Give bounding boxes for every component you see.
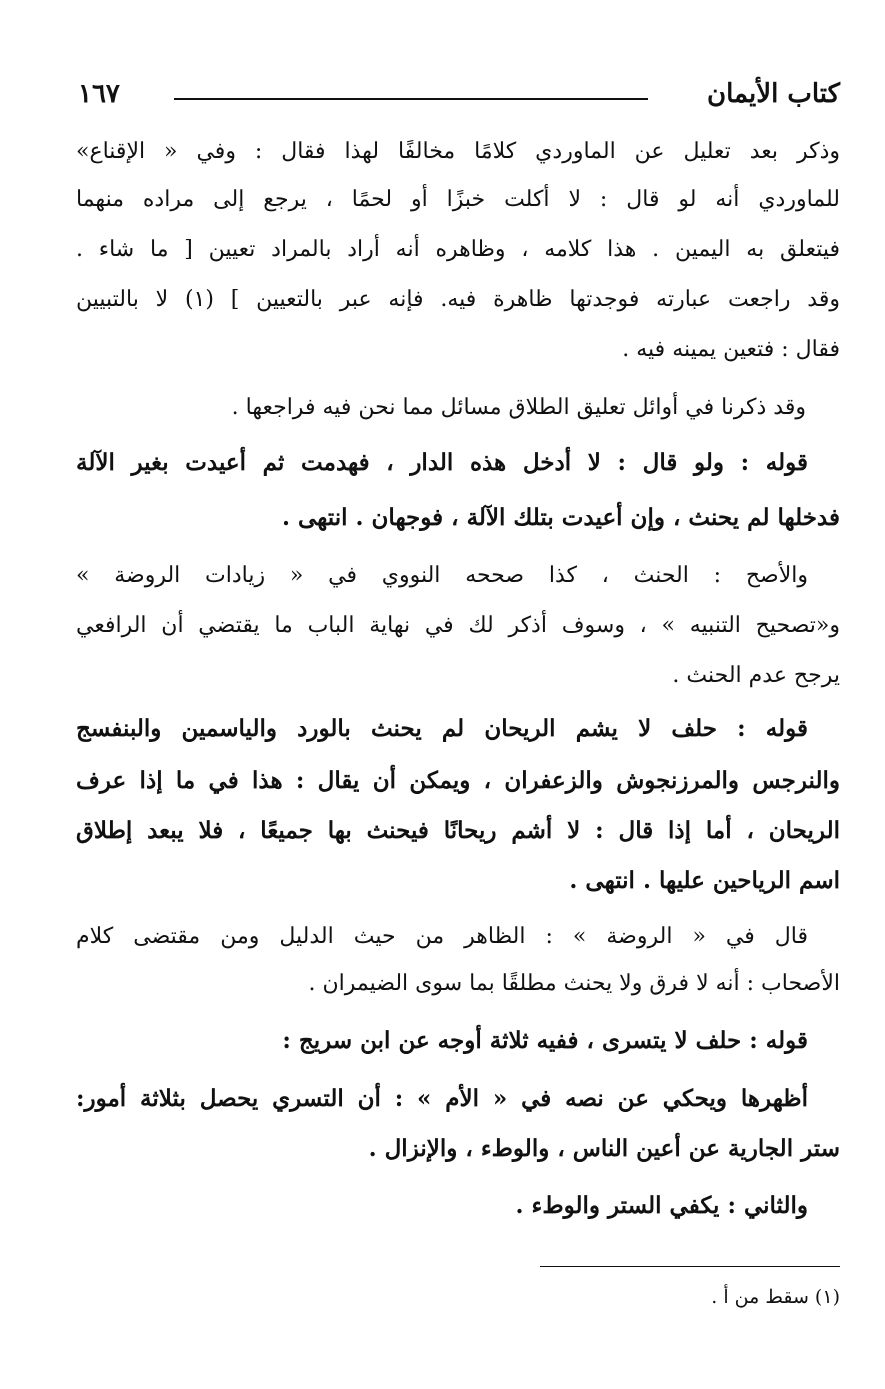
running-title: كتاب الأيمان: [706, 79, 840, 109]
bold-text-line: الريحان ، أما إذا قال : لا أشم ريحانًا فيحنث بها جميعًا ، فلا يبعد إطلاق: [76, 817, 840, 844]
text-line: والأصح : الحنث ، كذا صححه النووي في « زيادات الروضة »: [76, 563, 808, 588]
bold-text-line: ستر الجارية عن أعين الناس ، والوطء ، والإنزال .: [368, 1135, 840, 1162]
text-line: وقد راجعت عبارته فوجدتها ظاهرة فيه. فإنه عبر بالتعيين ] (١) لا بالتبيين: [76, 287, 840, 312]
page-number: ١٦٧: [78, 79, 120, 109]
text-line: و«تصحيح التنبيه » ، وسوف أذكر لك في نهاية الباب ما يقتضي أن الرافعي: [76, 613, 840, 638]
text-line: للماوردي أنه لو قال : لا أكلت خبزًا أو لحمًا ، يرجع إلى مراده منهما: [76, 187, 840, 212]
bold-text-line: والنرجس والمرزنجوش والزعفران ، ويمكن أن يقال : هذا في ما إذا عرف: [76, 767, 840, 794]
text-line: وقد ذكرنا في أوائل تعليق الطلاق مسائل مما نحن فيه فراجعها .: [231, 395, 806, 420]
text-line: فيتعلق به اليمين . هذا كلامه ، وظاهره أنه أراد بالمراد تعيين [ ما شاء .: [76, 237, 840, 262]
text-line: وذكر بعد تعليل عن الماوردي كلامًا مخالفًا لهذا فقال : وفي « الإقناع»: [76, 139, 840, 164]
footnote: (١) سقط من أ .: [711, 1286, 840, 1308]
footnote-rule: [540, 1266, 840, 1267]
bold-text-line: قوله : حلف لا يشم الريحان لم يحنث بالورد والياسمين والبنفسج: [76, 715, 808, 742]
text-line: الأصحاب : أنه لا فرق ولا يحنث مطلقًا بما سوى الضيمران .: [308, 971, 840, 996]
bold-text-line: قوله : ولو قال : لا أدخل هذه الدار ، فهدمت ثم أعيدت بغير الآلة: [76, 449, 808, 476]
page-header: [78, 76, 840, 116]
header-rule: [174, 98, 648, 100]
bold-text-line: اسم الرياحين عليها . انتهى .: [569, 867, 840, 894]
text-line: يرجح عدم الحنث .: [672, 663, 840, 688]
text-line: فقال : فتعين يمينه فيه .: [622, 337, 840, 362]
text-line: قال في « الروضة » : الظاهر من حيث الدليل ومن مقتضى كلام: [76, 924, 808, 949]
bold-text-line: والثاني : يكفي الستر والوطء .: [515, 1192, 808, 1219]
bold-text-line: أظهرها ويحكي عن نصه في « الأم » : أن التسري يحصل بثلاثة أمور:: [76, 1085, 808, 1112]
bold-text-line: قوله : حلف لا يتسرى ، ففيه ثلاثة أوجه عن ابن سريج :: [282, 1027, 808, 1054]
bold-text-line: فدخلها لم يحنث ، وإن أعيدت بتلك الآلة ، فوجهان . انتهى .: [282, 504, 840, 531]
